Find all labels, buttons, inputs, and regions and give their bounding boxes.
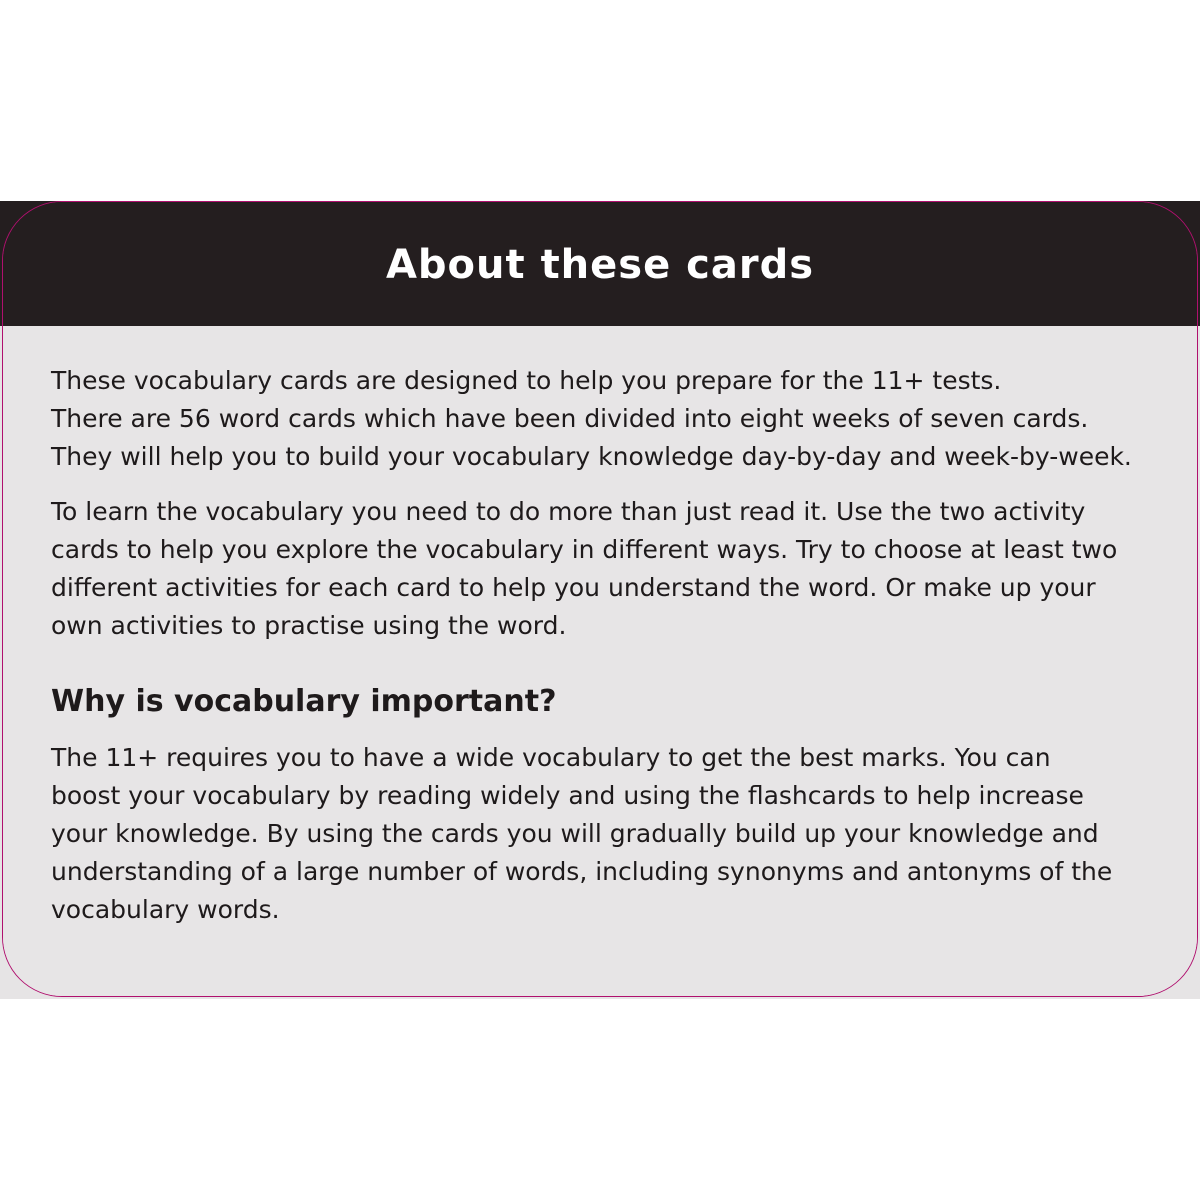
importance-paragraph xyxy=(51,739,1112,929)
paragraph-line: The 11+ requires you to have a wide vocabulary to get the best marks. You can xyxy=(51,743,1051,772)
paragraph-line: These vocabulary cards are designed to help you prepare for the 11+ tests. xyxy=(51,366,1002,395)
intro-paragraph xyxy=(51,362,1132,476)
section-heading: Why is vocabulary important? xyxy=(51,684,557,719)
paragraph-line: your knowledge. By using the cards you will gradually build up your knowledge and xyxy=(51,819,1099,848)
info-card xyxy=(2,201,1198,997)
paragraph-line: vocabulary words. xyxy=(51,895,280,924)
card-title: About these cards xyxy=(385,242,815,288)
activities-paragraph xyxy=(51,493,1117,645)
card-header xyxy=(3,202,1197,326)
paragraph-line: boost your vocabulary by reading widely and using the flashcards to help increase xyxy=(51,781,1084,810)
paragraph-line: They will help you to build your vocabulary knowledge day-by-day and week-by-week. xyxy=(51,442,1132,471)
paragraph-line: understanding of a large number of words, including synonyms and antonyms of the xyxy=(51,857,1113,886)
card-body xyxy=(3,326,1197,996)
paragraph-line: cards to help you explore the vocabulary in different ways. Try to choose at least two xyxy=(51,535,1118,564)
paragraph-line: To learn the vocabulary you need to do more than just read it. Use the two activity xyxy=(51,497,1086,526)
paragraph-line: own activities to practise using the word. xyxy=(51,611,567,640)
paragraph-line: different activities for each card to help you understand the word. Or make up your xyxy=(51,573,1096,602)
paragraph-line: There are 56 word cards which have been divided into eight weeks of seven cards. xyxy=(51,404,1089,433)
